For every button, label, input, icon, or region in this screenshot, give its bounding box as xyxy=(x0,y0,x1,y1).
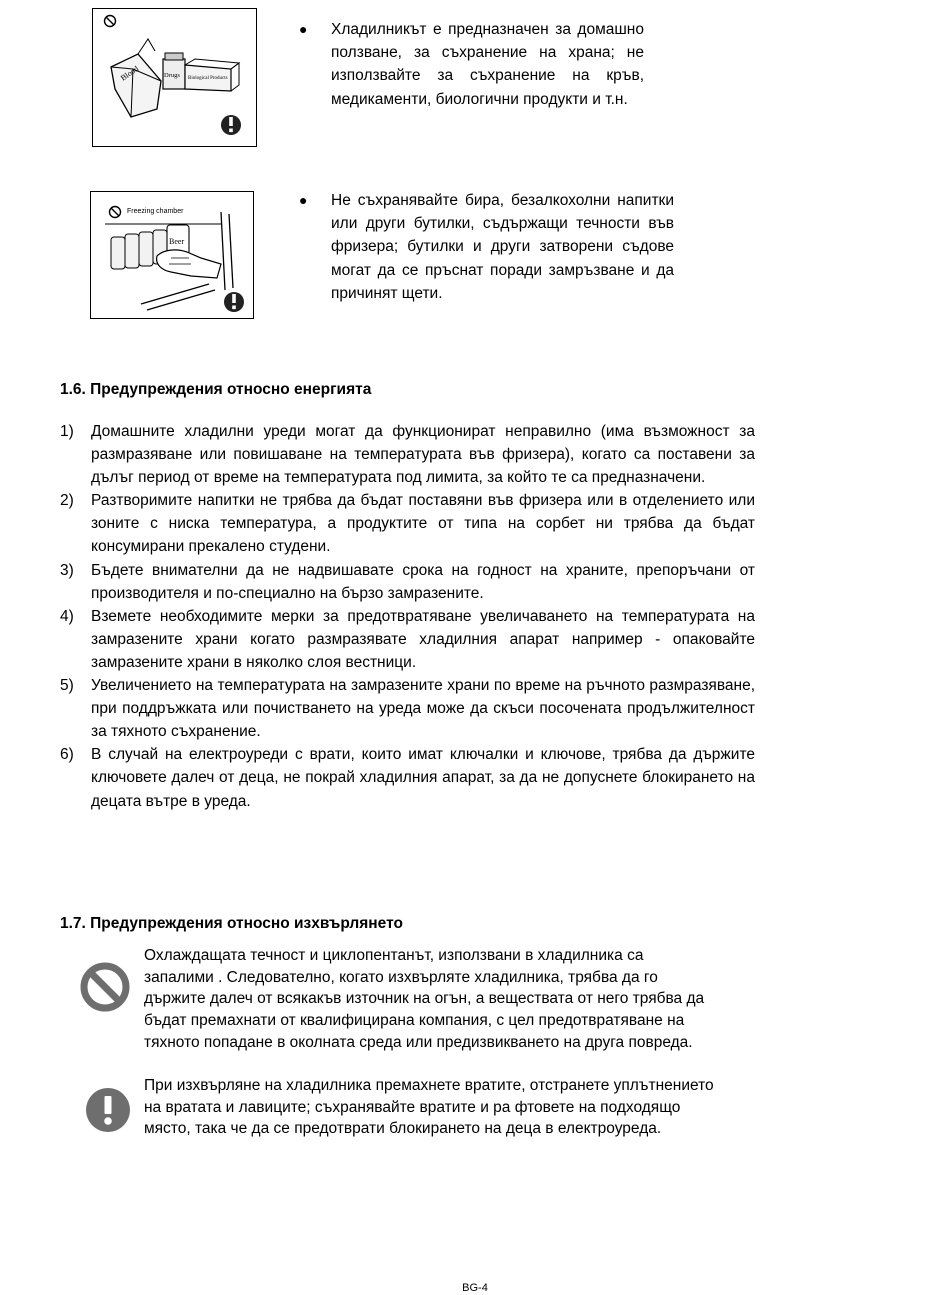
small-prohibition-icon xyxy=(105,16,116,27)
small-exclamation-icon xyxy=(221,115,241,135)
disposal-section-heading: 1.7. Предупреждения относно изхвърлянето xyxy=(60,915,403,932)
storage-warning-1 xyxy=(299,18,644,111)
list-item xyxy=(60,489,755,558)
illustration-no-bottles-in-freezer xyxy=(90,191,254,319)
storage-warning-1-text: Хладилникът е предназначен за домашно ползване, за съхранение на храна; не използвайте за съхранение на кръв, медикаменти, биологични продукти и т.н. xyxy=(331,21,644,108)
list-item-number: 6) xyxy=(60,746,74,764)
label-freezing-chamber: Freezing chamber xyxy=(127,208,184,215)
exclamation-icon xyxy=(84,1086,132,1134)
label-drugs: Drugs xyxy=(164,72,180,79)
list-item-text: Разтворимите напитки не трябва да бъдат поставяни във фризера или в отделението или зоните с ниска температура, а продуктите от типа на сорбет ни трябва да бъдат консумирани прекалено студени. xyxy=(91,492,755,556)
list-item-number: 1) xyxy=(60,423,74,440)
list-item xyxy=(60,674,755,743)
list-item-text: Увеличението на температурата на замразените храни по време на ръчното размразяване, при поддръжката или почистването на уреда може да скъси посочената продължителност за тяхното съхранение. xyxy=(91,677,755,741)
illustration-drawing xyxy=(91,192,253,318)
list-item xyxy=(60,605,755,674)
list-item xyxy=(60,743,755,812)
bullet: ● xyxy=(299,192,308,208)
list-item-number: 5) xyxy=(60,677,74,695)
label-biological-products: Biological Products xyxy=(188,76,228,81)
page-number: BG-4 xyxy=(462,1282,488,1294)
list-item-text: Бъдете внимателни да не надвишавате срока на годност на храните, препоръчани от производителя и по-специално на бързо замразените. xyxy=(91,561,755,602)
storage-warning-2 xyxy=(299,189,674,305)
energy-section-heading: 1.6. Предупреждения относно енергията xyxy=(60,381,372,398)
list-item-text: Вземете необходимите мерки за предотвратяване увеличаването на температурата на замразените храни когато размразявате хладилния апарат например - опаковайте замразените храни в няколко слоя вестници. xyxy=(91,607,755,671)
small-prohibition-icon xyxy=(110,207,121,218)
list-item xyxy=(60,420,755,489)
label-beer: Beer xyxy=(169,237,185,246)
small-exclamation-icon xyxy=(224,292,244,312)
illustration-drawing xyxy=(93,9,256,146)
disposal-paragraph-1: Охлаждащата течност и циклопентанът, използвани в хладилника са запалими . Следователно, когато изхвърляте хладилника, трябва да го държите далеч от всякакъв източник на огън, а веществата от него трябва да бъдат премахнати от квалифицирана компания, с цел предотвратяване на тяхното попадане в околната среда или предизвикването на друга повреда. xyxy=(144,947,705,1051)
energy-warnings-list xyxy=(60,420,755,813)
list-item-number: 4) xyxy=(60,607,74,625)
list-item xyxy=(60,559,755,605)
storage-warning-2-text: Не съхранявайте бира, безалкохолни напитки или други бутилки, съдържащи течности във фризера; бутилки и други затворени съдове могат да се пръснат поради замръзване и да причинят щети. xyxy=(331,192,674,302)
list-item-text: Домашните хладилни уреди могат да функционират неправилно (има възможност за размразяване или повишаване на температурата във фризера), когато са поставени за дълъг период от време на температурата под лимита, за който те са предназначени. xyxy=(91,423,755,487)
list-item-number: 2) xyxy=(60,492,74,510)
bullet: ● xyxy=(299,21,308,37)
label-blood: Blood xyxy=(118,64,141,83)
prohibition-icon xyxy=(79,961,131,1013)
list-item-number: 3) xyxy=(60,561,74,579)
list-item-text: В случай на електроуреди с врати, които имат ключалки и ключове, трябва да държите ключовете далеч от деца, не покрай хладилния апарат, за да не допуснете блокирането на децата вътре в уреда. xyxy=(91,746,755,810)
illustration-not-for-medical-storage xyxy=(92,8,257,147)
disposal-paragraph-2: При изхвърляне на хладилника премахнете вратите, отстранете уплътнението на вратата и лавиците; съхранявайте вратите и ра фтовете на подходящо място, така че да се предотврати блокирането на деца в електроуреда. xyxy=(144,1077,714,1138)
